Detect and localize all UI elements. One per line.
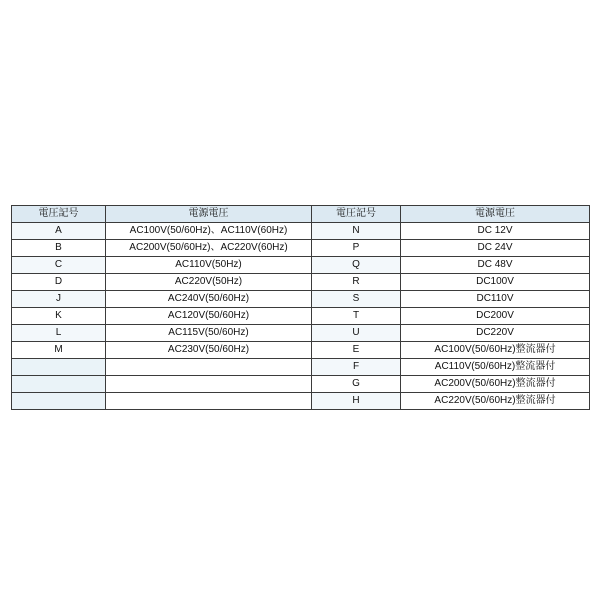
cell-code-left [12, 393, 106, 410]
cell-voltage-right: DC110V [401, 291, 590, 308]
header-voltage-code-right: 電圧記号 [312, 206, 401, 223]
cell-code-left: A [12, 223, 106, 240]
cell-voltage-left: AC200V(50/60Hz)、AC220V(60Hz) [106, 240, 312, 257]
cell-code-right: P [312, 240, 401, 257]
cell-code-right: E [312, 342, 401, 359]
cell-voltage-right: AC200V(50/60Hz)整流器付 [401, 376, 590, 393]
cell-voltage-right: AC110V(50/60Hz)整流器付 [401, 359, 590, 376]
table-row [12, 274, 590, 291]
table-row [12, 223, 590, 240]
table-row [12, 376, 590, 393]
cell-code-left: C [12, 257, 106, 274]
cell-voltage-left [106, 376, 312, 393]
cell-code-left [12, 359, 106, 376]
header-supply-voltage-right: 電源電圧 [401, 206, 590, 223]
cell-voltage-left: AC230V(50/60Hz) [106, 342, 312, 359]
cell-code-right: T [312, 308, 401, 325]
header-voltage-code-left: 電圧記号 [12, 206, 106, 223]
cell-code-right: H [312, 393, 401, 410]
cell-voltage-right: DC100V [401, 274, 590, 291]
table-row [12, 308, 590, 325]
table-row [12, 257, 590, 274]
cell-voltage-right: AC220V(50/60Hz)整流器付 [401, 393, 590, 410]
table-row [12, 291, 590, 308]
cell-code-left: M [12, 342, 106, 359]
table-row [12, 359, 590, 376]
cell-code-right: U [312, 325, 401, 342]
voltage-code-table-wrapper [11, 205, 589, 410]
cell-voltage-left: AC120V(50/60Hz) [106, 308, 312, 325]
cell-code-right: F [312, 359, 401, 376]
cell-code-left: D [12, 274, 106, 291]
cell-voltage-right: DC 48V [401, 257, 590, 274]
cell-voltage-right: AC100V(50/60Hz)整流器付 [401, 342, 590, 359]
cell-code-left [12, 376, 106, 393]
cell-voltage-left: AC220V(50Hz) [106, 274, 312, 291]
voltage-code-table [11, 205, 590, 410]
cell-voltage-left: AC100V(50/60Hz)、AC110V(60Hz) [106, 223, 312, 240]
cell-voltage-left: AC110V(50Hz) [106, 257, 312, 274]
table-header [12, 206, 590, 223]
table-header-row [12, 206, 590, 223]
cell-voltage-right: DC 12V [401, 223, 590, 240]
cell-voltage-left: AC240V(50/60Hz) [106, 291, 312, 308]
table-row [12, 342, 590, 359]
cell-code-left: K [12, 308, 106, 325]
cell-code-right: S [312, 291, 401, 308]
cell-code-left: B [12, 240, 106, 257]
cell-voltage-right: DC220V [401, 325, 590, 342]
header-supply-voltage-left: 電源電圧 [106, 206, 312, 223]
cell-voltage-left [106, 359, 312, 376]
cell-code-right: R [312, 274, 401, 291]
cell-code-left: J [12, 291, 106, 308]
cell-code-right: Q [312, 257, 401, 274]
cell-code-right: N [312, 223, 401, 240]
cell-voltage-left: AC115V(50/60Hz) [106, 325, 312, 342]
cell-code-right: G [312, 376, 401, 393]
table-body [12, 223, 590, 410]
cell-voltage-right: DC200V [401, 308, 590, 325]
table-row [12, 240, 590, 257]
table-row [12, 393, 590, 410]
cell-voltage-left [106, 393, 312, 410]
cell-voltage-right: DC 24V [401, 240, 590, 257]
cell-code-left: L [12, 325, 106, 342]
table-row [12, 325, 590, 342]
